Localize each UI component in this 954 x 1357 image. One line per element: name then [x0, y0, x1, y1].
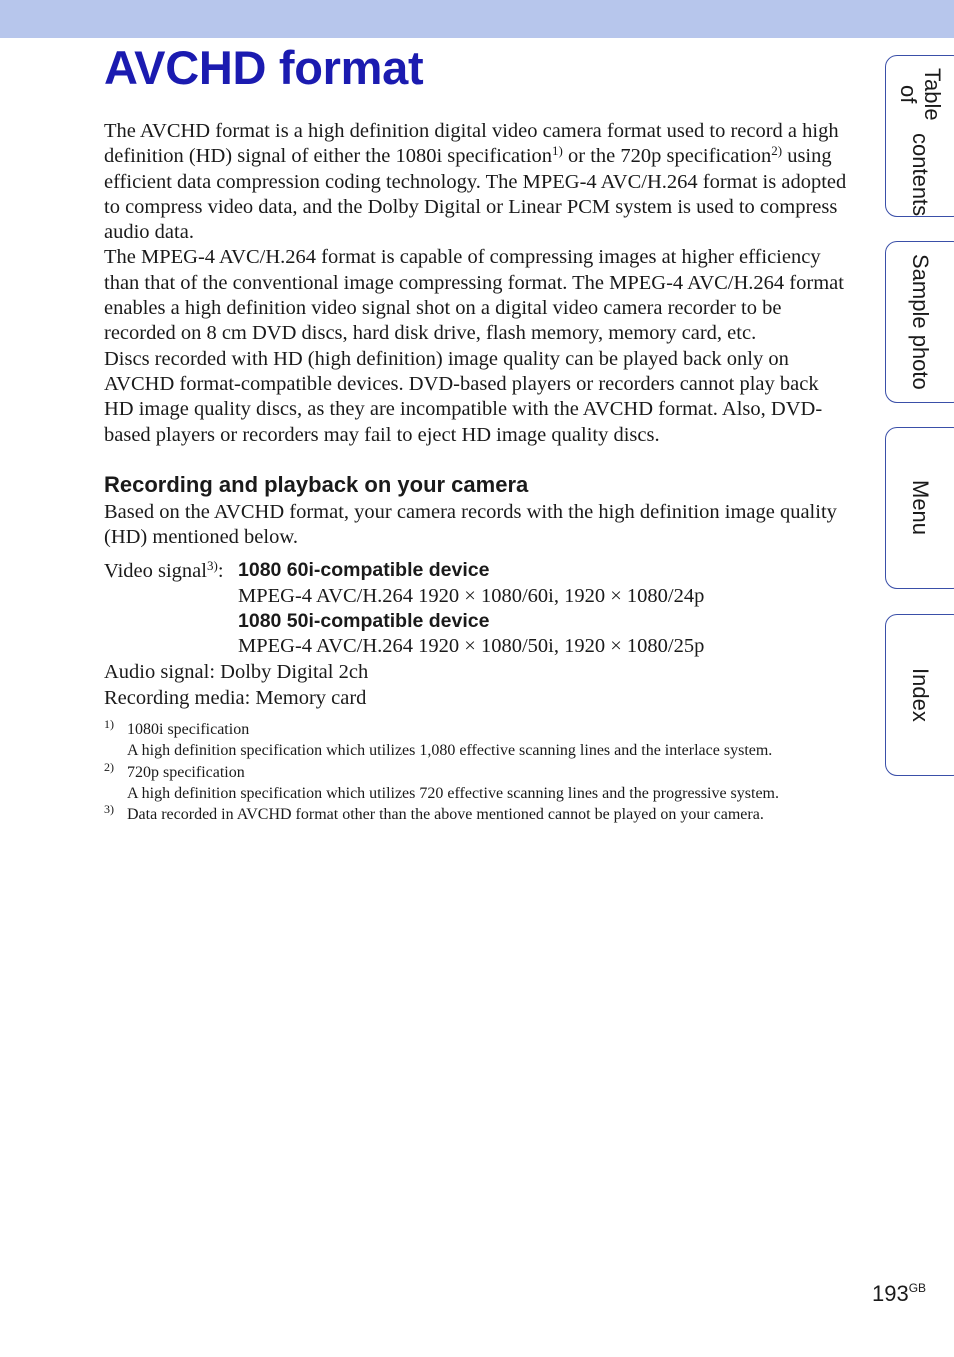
- footnote-mark-2: 2): [104, 760, 114, 774]
- tab-label-line-1: Table of: [896, 68, 945, 121]
- tab-menu-label: Menu: [908, 480, 933, 536]
- footnote-title-1: 1080i specification: [127, 721, 250, 738]
- intro-text-part: using efficient data compression coding technology. The MPEG-4 AVC/H.264 format is adopted to compress video data, and the Dolby Digital or Linear PCM system is used to compress audio data.: [104, 145, 847, 244]
- footnote-mark-1: 1): [104, 717, 114, 731]
- tab-menu[interactable]: [885, 427, 954, 589]
- tab-sample-photo[interactable]: [885, 241, 954, 403]
- footnote-ref-2: 2): [771, 143, 783, 159]
- intro-text-part: or the 720p specification: [562, 145, 772, 168]
- header-bar: [0, 0, 954, 38]
- intro-text: [104, 119, 849, 448]
- tab-index-label: Index: [908, 668, 933, 722]
- intro-text-part: The AVCHD format is a high definition digital video camera format used to record a high definition (HD) signal of either the 1080i specification: [104, 120, 839, 168]
- video-signal-text: Video signal: [104, 560, 207, 582]
- footnote-text-3: Data recorded in AVCHD format other than the above mentioned cannot be played on your camera.: [127, 806, 764, 823]
- video-signal-label: [104, 559, 224, 584]
- device-spec-60i: MPEG-4 AVC/H.264 1920 × 1080/60i, 1920 × 1080/24p: [238, 585, 705, 607]
- tab-table-of-contents-label: [886, 56, 954, 216]
- footnote-mark-3: 3): [104, 802, 114, 816]
- tab-table-of-contents[interactable]: [885, 55, 954, 217]
- device-spec-50i: MPEG-4 AVC/H.264 1920 × 1080/50i, 1920 × 1080/25p: [238, 635, 705, 657]
- device-name-60i: 1080 60i-compatible device: [238, 559, 490, 581]
- page-title: AVCHD format: [104, 41, 424, 94]
- device-name-50i: 1080 50i-compatible device: [238, 610, 490, 632]
- section-intro: Based on the AVCHD format, your camera records with the high definition image quality (HD) mentioned below.: [104, 501, 837, 549]
- footnote-title-2: 720p specification: [127, 764, 245, 781]
- video-signal-colon: :: [217, 560, 224, 582]
- intro-paragraph-2: The MPEG-4 AVC/H.264 format is capable of compressing images at higher efficiency than that of the conventional image compressing format. The MPEG-4 AVC/H.264 format enables a high definition video signal shot on a digital video camera recorder to be recorded on 8 cm DVD discs, hard disk drive, flash memory, memory card, etc.: [104, 246, 844, 345]
- section-heading: Recording and playback on your camera: [104, 472, 529, 497]
- footnote-text-1: A high definition specification which utilizes 1,080 effective scanning lines and the interlace system.: [127, 742, 773, 759]
- intro-paragraph-1: [104, 119, 849, 245]
- footnote-text-2: A high definition specification which utilizes 720 effective scanning lines and the progressive system.: [127, 785, 779, 802]
- page-number-value: 193: [872, 1281, 909, 1306]
- tab-sample-photo-label: Sample photo: [908, 254, 933, 390]
- footnote-ref-3: 3): [206, 558, 218, 573]
- footnote-ref-1: 1): [552, 143, 563, 159]
- page-suffix: GB: [908, 1281, 927, 1295]
- recording-media: Recording media: Memory card: [104, 687, 367, 709]
- tab-label-line-2: contents: [908, 132, 933, 216]
- page-number: [872, 1279, 926, 1309]
- tab-index[interactable]: [885, 614, 954, 776]
- audio-signal: Audio signal: Dolby Digital 2ch: [104, 661, 369, 683]
- intro-paragraph-3: Discs recorded with HD (high definition) image quality can be played back only on AVCHD format-compatible devices. DVD-based players or recorders cannot play back HD image quality discs, as they are incompatible with the AVCHD format. Also, DVD-based players or recorders may fail to eject HD image quality discs.: [104, 347, 823, 446]
